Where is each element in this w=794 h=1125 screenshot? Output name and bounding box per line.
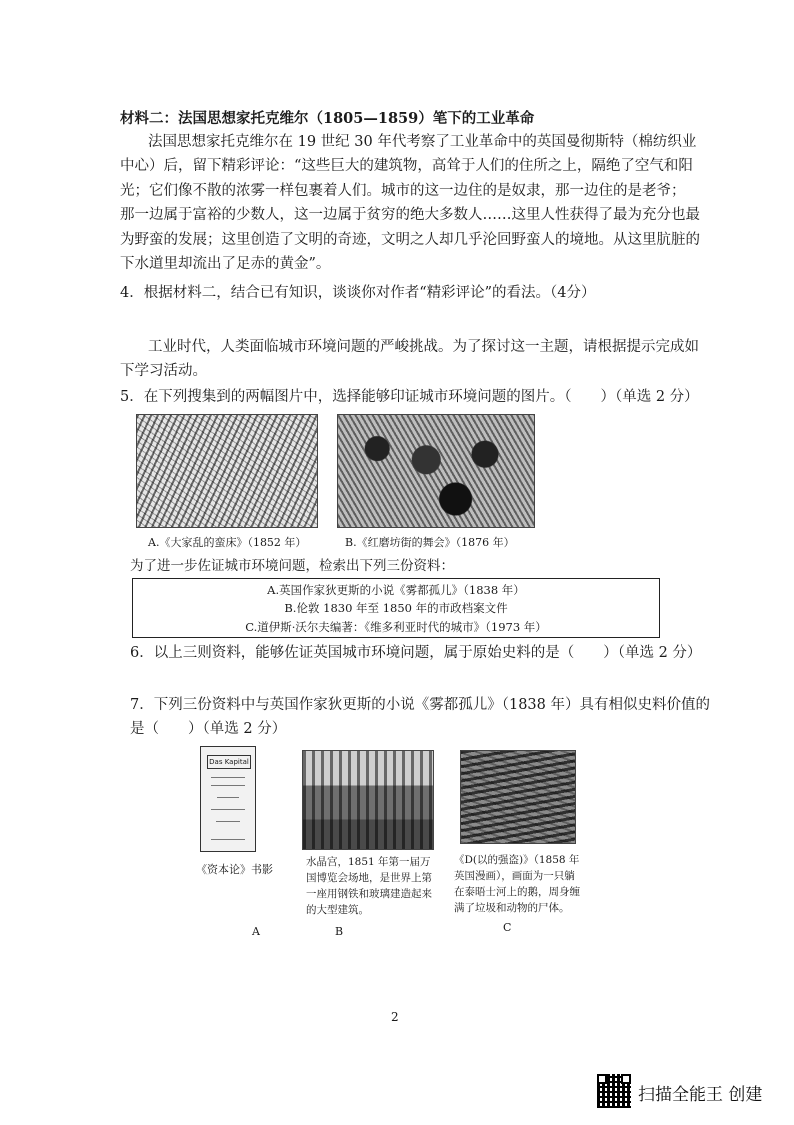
paragraph-line: 法国思想家托克维尔在 19 世纪 30 年代考察了工业革命中的英国曼彻斯特（棉纺织业 [148, 134, 697, 150]
paragraph-line: 那一边属于富裕的少数人，这一边属于贫穷的绝大多数人……这里人性获得了最为充分也最 [120, 207, 700, 223]
paragraph-line: 为野蛮的发展；这里创造了文明的奇迹，文明之人却几乎沦回野蛮人的境地。从这里肮脏的 [120, 232, 700, 248]
source-c: C.道伊斯·沃尔夫编著：《维多利亚时代的城市》（1973 年） [245, 620, 547, 634]
item-a-label: A [252, 925, 260, 938]
picture-b-caption: B.《红磨坊街的舞会》（1876 年） [345, 536, 515, 549]
das-kapital-cover-image [200, 746, 256, 852]
source-a: A.英国作家狄更斯的小说《雾都孤儿》（1838 年） [267, 583, 525, 597]
question-4: 4．根据材料二，结合已有知识，谈谈你对作者“精彩评论”的看法。（4分） [120, 285, 596, 301]
material-title: 材料二：法国思想家托克维尔（1805—1859）笔下的工业革命 [120, 110, 535, 127]
paragraph-line: 光；它们像不散的浓雾一样包裹着人们。城市的这一边住的是奴隶，那一边住的是老爷； [120, 183, 686, 199]
scanner-watermark: 扫描全能王 创建 [638, 1085, 763, 1105]
item-c-caption: 《D(以的强盗)》（1858 年英国漫画），画面为一只躺在泰晤士河上的鹅，周身缠满了垃圾和动物的尸体。 [454, 854, 580, 914]
question-7-line: 是（ ）（单选 2 分） [130, 721, 287, 737]
sources-box [132, 578, 660, 638]
intro-line: 工业时代，人类面临城市环境问题的严峻挑战。为了探讨这一主题，请根据提示完成如 [148, 339, 699, 355]
thames-cartoon-image [460, 750, 576, 844]
item-c-label: C [503, 921, 512, 934]
item-a-caption: 《资本论》书影 [196, 863, 273, 876]
paragraph-line: 下水道里却流出了足赤的黄金”。 [120, 256, 331, 272]
crystal-palace-image [302, 750, 434, 850]
sources-lead-text: 为了进一步佐证城市环境问题，检索出下列三份资料： [130, 558, 454, 574]
picture-a-image [136, 414, 318, 528]
paragraph-line: 中心）后，留下精彩评论：“这些巨大的建筑物，高耸于人们的住所之上，隔绝了空气和阳 [120, 158, 693, 174]
source-b: B.伦敦 1830 年至 1850 年的市政档案文件 [284, 601, 508, 615]
book-cover-title: Das Kapital [207, 755, 251, 769]
page-number: 2 [391, 1010, 399, 1024]
question-6: 6．以上三则资料，能够佐证英国城市环境问题，属于原始史料的是（ ）（单选 2 分） [130, 645, 702, 661]
picture-b-image [337, 414, 535, 528]
question-5: 5．在下列搜集到的两幅图片中，选择能够印证城市环境问题的图片。（ ）（单选 2 分） [120, 389, 699, 405]
item-b-label: B [335, 925, 344, 938]
picture-a-caption: A.《大家乱的蛮床》（1852 年） [148, 536, 307, 549]
intro-line: 下学习活动。 [120, 363, 207, 379]
qr-code-icon [597, 1074, 631, 1108]
question-7-line: 7．下列三份资料中与英国作家狄更斯的小说《雾都孤儿》（1838 年）具有相似史料价值的 [130, 697, 710, 713]
item-b-caption: 水晶宫，1851 年第一届万国博览会场地，是世界上第一座用钢铁和玻璃建造起来的大型建筑。 [306, 856, 432, 916]
